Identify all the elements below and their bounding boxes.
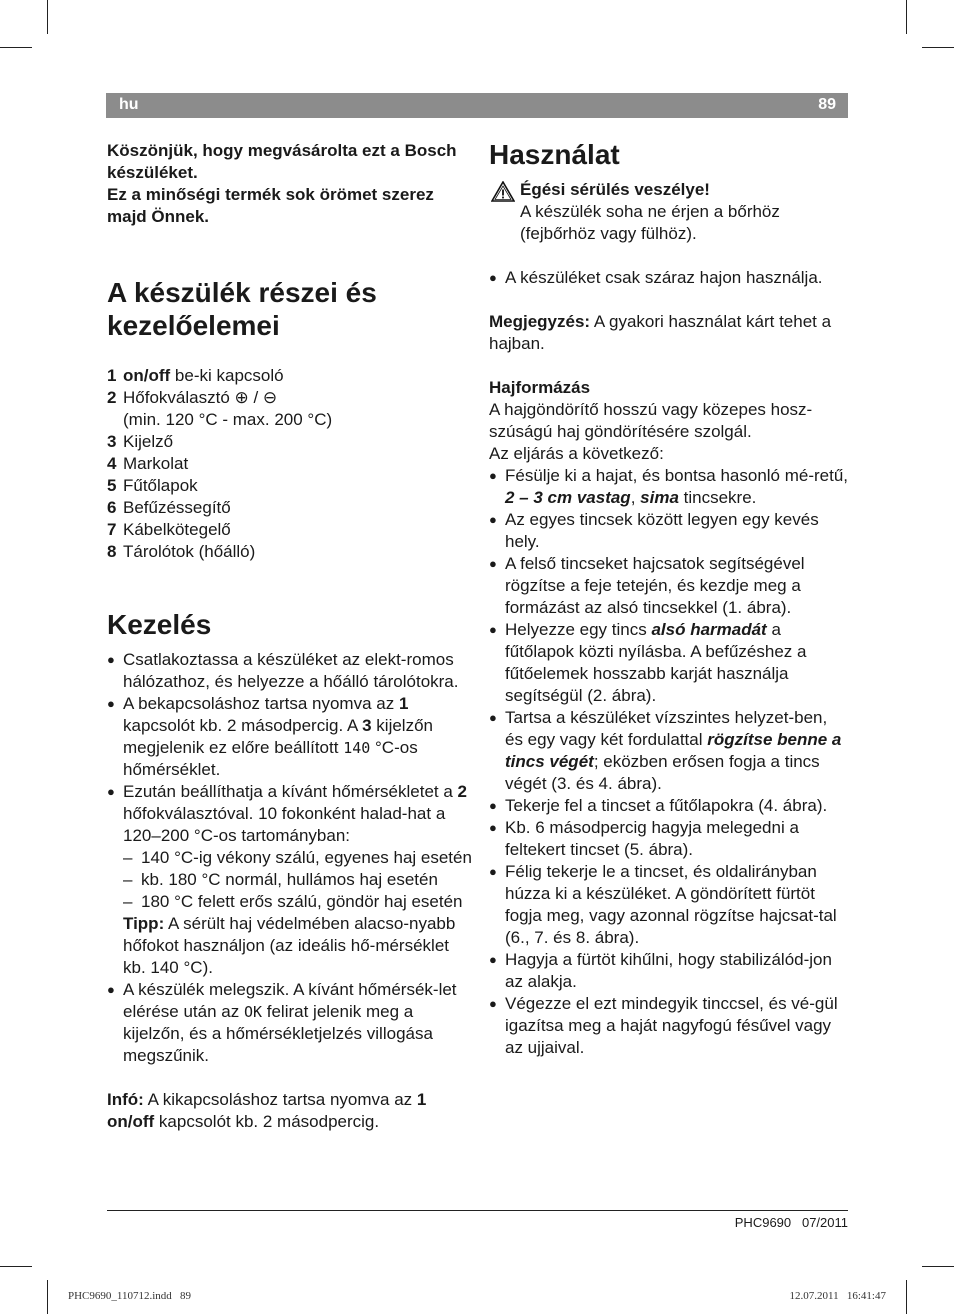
list-item: – 140 °C-ig vékony szálú, egyenes haj esetén [123,847,472,869]
list-item: ● Helyezze egy tincs alsó harmadát a fűtőlapok közti nyílásba. A befűzéshez a fűtőelemek hosszabb karját használja segítségül (2. ábra). [489,619,849,707]
list-item: 7 Kábelkötegelő [107,520,231,539]
crop-mark [0,1266,32,1267]
intro-text [107,140,472,228]
crop-mark [47,0,48,34]
note: Megjegyzés: A gyakori használat kárt tehet a hajban. [489,312,832,353]
left-column [107,140,472,1133]
handling-list [107,649,472,1067]
warning-triangle-icon [491,181,515,208]
list-item: ● Ezután beállíthatja a kívánt hőmérsékletet a 2 hőfokválasztóval. 10 fokonként halad-hat a 120–200 °C-os tartományban: – 140 °C-ig vékony szálú, egyenes haj esetén – kb. 180 °C normál, hullámos haj esetén – 180 °C felett erős szálú, göndör haj esetén Tipp: A sérült haj védelmében alacso-nyabb hőfokot használjon (az ideális hő-mérséklet kb. 140 °C). [107,781,472,979]
list-item: 4 Markolat [107,454,189,473]
burn-warning [489,179,849,245]
list-item: – 180 °C felett erős szálú, göndör haj esetén [123,891,472,913]
usage-heading: Használat [489,139,620,170]
temperature-list [123,847,472,913]
list-item: – kb. 180 °C normál, hullámos haj esetén [123,869,472,891]
list-item: 2 Hőfokválasztó ⊕ / ⊖ (min. 120 °C - max. 200 °C) [107,388,333,429]
crop-mark [0,47,32,48]
list-item: ● Tartsa a készüléket vízszintes helyzet-ben, és egy vagy két fordulattal rögzítse benne a tincs végét; eközben erősen fogja a tincs végét (3. és 4. ábra). [489,707,849,795]
list-item: ● Tekerje fel a tincset a fűtőlapokra (4. ábra). [489,795,849,817]
list-item: ● A felső tincseket hajcsatok segítségével rögzítse a feje tetején, és kezdje meg a formázást az alsó tincsekkel (1. ábra). [489,553,849,619]
list-item: ● Félig tekerje le a tincset, és oldalirányban húzza ki a készüléket. A göndörített fürtöt fogja meg, vagy azonnal rögzítse hajcsat-tal (6., 7. és 8. ábra). [489,861,849,949]
list-item: 5 Fűtőlapok [107,476,198,495]
print-slug-date: 12.07.2011 16:41:47 [789,1290,886,1302]
warning-text: A készülék soha ne érjen a bőrhöz (fejbőrhöz vagy fülhöz). [520,202,780,243]
styling-steps [489,465,849,1059]
language-code: hu [119,96,139,113]
crop-mark [47,1280,48,1314]
intro-line-1: Köszönjük, hogy megvásárolta ezt a Bosch készüléket. [107,141,457,182]
list-item: ● Hagyja a fürtöt kihűlni, hogy stabilizálód-jon az alakja. [489,949,849,993]
crop-mark [922,47,954,48]
list-item: ● Végezze el ezt mindegyik tinccsel, és vé-gül igazítsa meg a haját nagyfogú fésűvel vagy az ujjaival. [489,993,849,1059]
list-item: 1 on/off be-ki kapcsoló [107,366,284,385]
footer-model-date: PHC9690 07/2011 [734,1215,848,1230]
list-item: 6 Befűzéssegítő [107,498,231,517]
print-slug-file: PHC9690_110712.indd 89 [68,1290,192,1302]
list-item: ● A készülék melegszik. A kívánt hőmérsék-let elérése után az OK felirat jelenik meg a kijelzőn, és a hőmérsékletjelzés villogása megszűnik. [107,979,472,1067]
crop-mark [906,1280,907,1314]
right-column [489,138,849,1059]
dry-hair-list [489,267,849,289]
list-item: ● Fésülje ki a hajat, és bontsa hasonló mé-retű, 2 – 3 cm vastag, sima tincsekre. [489,465,849,509]
list-item: ● A készüléket csak száraz hajon használja. [489,267,849,289]
tip: Tipp: A sérült haj védelmében alacso-nyabb hőfokot használjon (az ideális hő-mérséklet kb. 140 °C). [123,914,456,977]
list-item: ● Az egyes tincsek között legyen egy kevés hely. [489,509,849,553]
warning-title: Égési sérülés veszélye! [520,180,710,199]
procedure-label: Az eljárás a következő: [489,444,664,463]
list-item: ● Csatlakoztassa a készüléket az elekt-romos hálózathoz, és helyezze a hőálló tárolótokra. [107,649,472,693]
intro-line-2: Ez a minőségi termék sok örömet szerez majd Önnek. [107,185,434,226]
list-item: ● Kb. 6 másodpercig hagyja melegedni a feltekert tincset (5. ábra). [489,817,849,861]
crop-mark [906,0,907,34]
styling-intro: A hajgöndörítő hosszú vagy közepes hosz-szúságú haj göndörítésére szolgál. [489,400,813,441]
parts-heading: A készülék részei és kezelőelemei [107,277,377,341]
parts-list [107,365,472,563]
info-note: Infó: A kikapcsoláshoz tartsa nyomva az 1 on/off kapcsolót kb. 2 másodpercig. [107,1090,427,1131]
handling-heading: Kezelés [107,609,212,640]
page-header-bar [106,93,848,118]
list-item: ● A bekapcsoláshoz tartsa nyomva az 1 kapcsolót kb. 2 másodpercig. A 3 kijelzőn megjelenik ez előre beállított 140 °C-os hőmérséklet. [107,693,472,781]
page-number: 89 [818,96,836,113]
list-item: 8 Tárolótok (hőálló) [107,542,256,561]
list-item: 3 Kijelző [107,432,174,451]
styling-heading: Hajformázás [489,378,591,397]
footer-rule [107,1210,848,1211]
crop-mark [922,1266,954,1267]
